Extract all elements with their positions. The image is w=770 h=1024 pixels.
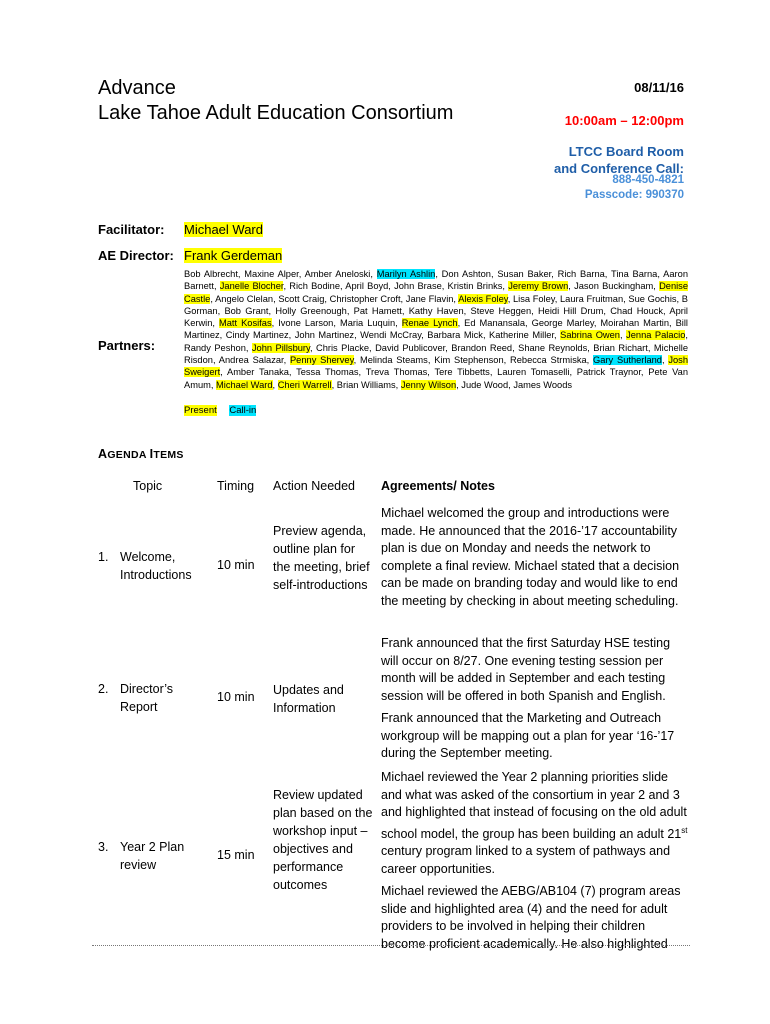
partner-text: , Brian Williams, (331, 379, 401, 390)
agenda-heading (98, 447, 184, 461)
agenda-item-2-notes (381, 635, 689, 768)
doc-title-line2: Lake Tahoe Adult Education Consortium (98, 102, 454, 124)
partner-text: , (661, 355, 669, 366)
agenda-item-2-note-1: Frank announced that the first Saturday HSE testing will occur on 8/27. One evening testing session per month will be added in September and each testing session will be offered in both Spanish and English. (381, 636, 671, 703)
partners-label: Partners: (98, 338, 156, 353)
agenda-item-2-action: Updates and Information (273, 683, 344, 715)
partner-text: , Randy Peshon, (184, 330, 689, 353)
meeting-date: 08/11/16 (634, 80, 684, 95)
facilitator-name (184, 222, 263, 237)
agenda-item-3-note-2: Michael reviewed the AEBG/AB104 (7) program areas slide and highlighted area (4) and the need for adult providers to be involved in helping their children become proficient academically. He also highlighted (381, 884, 681, 951)
partner-text: , Rich Bodine, April Boyd, John Brase, Kristin Brinks, (283, 281, 509, 292)
partner-highlight: Alexis Foley (458, 293, 508, 304)
meeting-location (464, 143, 684, 177)
agenda-item-3-topic (98, 838, 184, 874)
partner-text: , Don Ashton, Susan Baker, Rich Barna, Tina Barna, Aaron Barnett, (184, 269, 688, 292)
agenda-item-3-notes (381, 769, 689, 958)
location-line2: and Conference Call: (553, 161, 684, 176)
partner-highlight: Cheri Warrell (277, 379, 332, 390)
director-label: AE Director: (98, 248, 174, 263)
conference-passcode: Passcode: 990370 (584, 189, 684, 201)
col-header-notes: Agreements/ Notes (381, 479, 495, 493)
partner-highlight: Renae Lynch (401, 318, 458, 329)
partner-text: , Ed Manansala, George Marley, Moirahan Martin, Bill Martinez, Cindy Martinez, John Martinez, Wendi McCray, Barbara Mick, Katherine Miller, (184, 318, 688, 341)
meeting-time: 10:00am – 12:00pm (564, 113, 684, 128)
agenda-item-3-note-1b: century program linked to a system of pathways and career opportunities. (381, 844, 671, 876)
col-header-action: Action Needed (273, 479, 356, 493)
partner-highlight: Janelle Blocher (219, 281, 284, 292)
partner-highlight: Jenny Wilson (400, 379, 457, 390)
director-highlight: Frank Gerdeman (184, 248, 283, 263)
partner-text: , Melinda Steams, Kim Stephenson, Rebecca Strmiska, (353, 355, 594, 366)
partner-highlight: Josh Sweigert (184, 355, 688, 378)
partner-text: , Chris Placke, David Publicover, Brandon Reed, Shane Reynolds, Brian Richart, Michelle Risdon, Andrea Salazar, (184, 342, 688, 366)
agenda-item-3-note-1 (381, 769, 689, 878)
agenda-heading-cap2: I (149, 447, 154, 461)
agenda-item-1-timing: 10 min (217, 558, 255, 572)
partner-text: , (619, 330, 627, 341)
partner-text: Bob Albrecht, Maxine Alper, Amber Aneloski, (184, 269, 377, 279)
agenda-item-3-number: 3. (98, 840, 109, 854)
partner-text: , Amber Tanaka, Tessa Thomas, Treva Thomas, Tere Tibbetts, Lauren Tomaselli, Patrick Traynor, Pete Van Amum, (184, 367, 688, 390)
partner-highlight: Sabrina Owen (560, 330, 620, 341)
agenda-item-1-title: Welcome, Introductions (120, 550, 192, 582)
legend-present: Present (184, 405, 217, 416)
agenda-item-3-note-1a: Michael reviewed the Year 2 planning priorities slide and what was asked of the consortium in year 2 and 3 and highlighted that instead of focusing on the old adult school model, the group has been building an adult 21 (381, 770, 687, 841)
agenda-item-2-number: 2. (98, 682, 109, 696)
partner-text: , Jude Wood, James Woods (456, 379, 573, 390)
director-name (184, 248, 282, 263)
attendance-legend (184, 405, 266, 416)
agenda-item-3-timing: 15 min (217, 848, 255, 862)
agenda-item-1-topic (98, 548, 192, 584)
agenda-heading-cap1: A (98, 447, 108, 461)
partner-highlight: Penny Shervey (289, 355, 354, 366)
partner-text: , (272, 379, 278, 390)
agenda-item-3-note-sup: st (681, 825, 688, 835)
agenda-item-1-number: 1. (98, 550, 109, 564)
agenda-item-2-note-2: Frank announced that the Marketing and Outreach workgroup will be mapping out a plan for year ‘16-’17 during the September meeting. (381, 711, 675, 760)
partner-highlight: Jeremy Brown (508, 281, 569, 292)
col-header-timing: Timing (217, 479, 255, 493)
page-break-line (92, 945, 690, 946)
partner-text: , Ivone Larson, Maria Luquin, (271, 318, 402, 329)
facilitator-highlight: Michael Ward (184, 222, 263, 237)
partner-highlight: Jenna Palacio (626, 330, 686, 341)
agenda-item-2-topic (98, 680, 173, 716)
partner-text: , Lisa Foley, Laura Fruitman, Sue Gochis, B Gorman, Bob Grant, Holly Greenough, Pat Hamett, Kathy Haven, Steve Heggen, Heidi Hill Drum, Chad Houck, April Kerwin, (184, 293, 688, 329)
partner-highlight: Matt Kosifas (219, 318, 272, 329)
doc-title-line1: Advance (98, 77, 176, 99)
facilitator-label: Facilitator: (98, 222, 165, 237)
col-header-topic: Topic (133, 479, 163, 493)
conference-phone: 888-450-4821 (612, 174, 684, 186)
agenda-item-2-timing: 10 min (217, 690, 255, 704)
agenda-heading-rest1: GENDA (107, 449, 150, 461)
partner-highlight: John Pillsbury (251, 342, 310, 353)
partner-text: , Angelo Clelan, Scott Craig, Christopher Croft, Jane Flavin, (210, 293, 459, 304)
agenda-item-1-notes (381, 505, 689, 615)
agenda-item-2-title: Director’s Report (120, 682, 174, 714)
legend-callin: Call-in (229, 405, 257, 416)
agenda-item-3-action: Review updated plan based on the workshop input – objectives and performance outcomes (273, 788, 373, 892)
agenda-item-3-title: Year 2 Plan review (120, 840, 185, 872)
location-line1: LTCC Board Room (568, 144, 684, 159)
agenda-item-1-note-1: Michael welcomed the group and introductions were made. He announced that the 2016-’17 accountability plan is due on Monday and needs the network to complete a final review. Michael stated that a decision can be made on branding today and would like to end the meeting by checking in about meeting scheduling. (381, 506, 680, 608)
partners-list (184, 268, 688, 391)
partner-highlight: Denise Castle (184, 281, 689, 304)
partner-highlight: Gary Sutherland (593, 355, 662, 366)
partner-highlight: Michael Ward (216, 379, 273, 390)
partner-highlight: Marilyn Ashlin (376, 269, 436, 279)
agenda-item-1-action: Preview agenda, outline plan for the meeting, brief self-introductions (273, 524, 370, 592)
agenda-heading-rest2: TEMS (153, 449, 184, 461)
partner-text: , Jason Buckingham, (568, 281, 660, 292)
